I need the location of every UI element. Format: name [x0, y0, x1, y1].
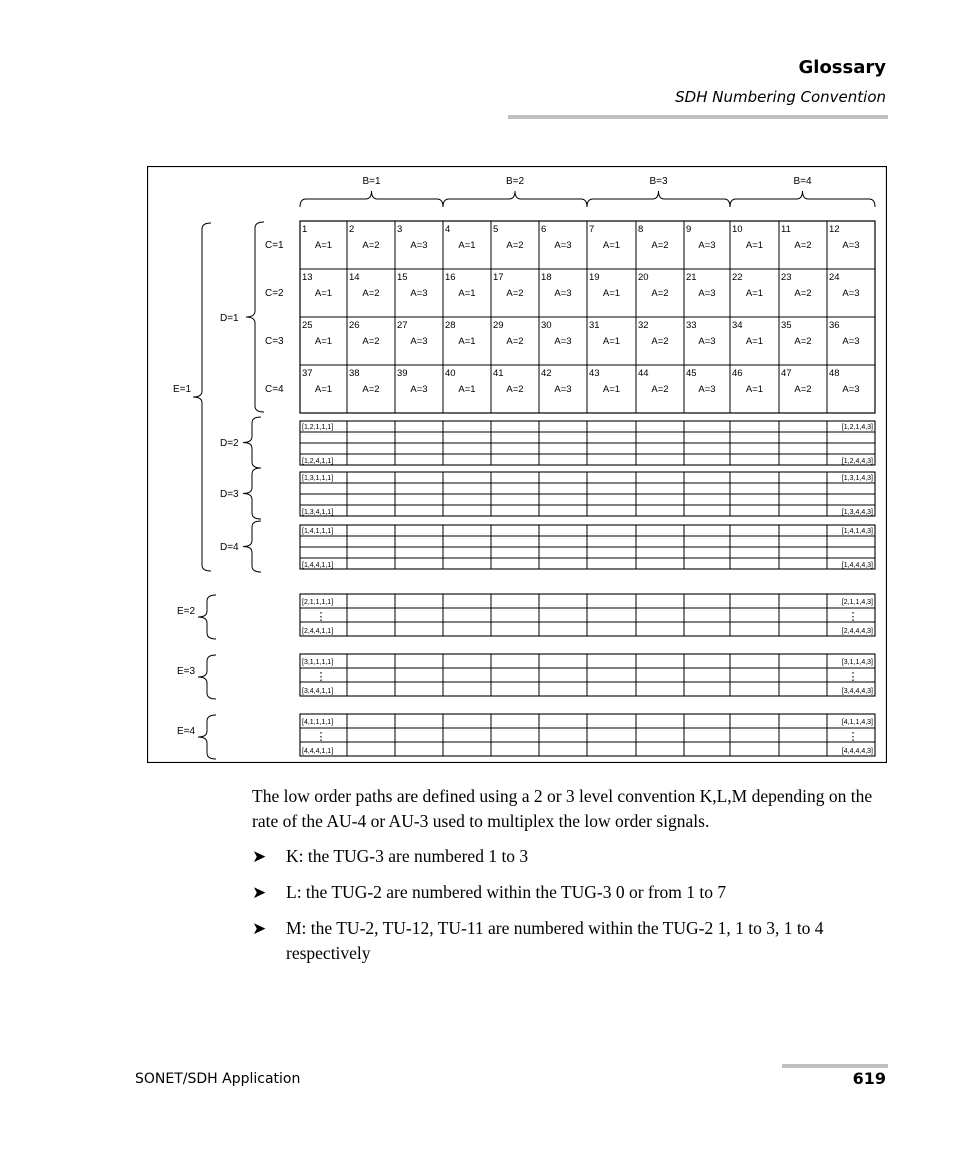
cell-number: 3 — [397, 224, 403, 235]
b-label: B=3 — [649, 176, 668, 187]
cell-a-value: A=3 — [698, 240, 716, 251]
cell-number: 5 — [493, 224, 499, 235]
e-brace — [198, 715, 216, 759]
cell-number: 13 — [302, 272, 313, 283]
cell-a-value: A=2 — [794, 384, 812, 395]
cell-a-value: A=3 — [554, 288, 572, 299]
tributary-label: [3,4,4,4,3] — [841, 688, 873, 695]
cell-number: 38 — [349, 368, 360, 379]
cell-number: 46 — [732, 368, 743, 379]
cell-number: 17 — [493, 272, 504, 283]
tributary-label: [3,1,1,1,1] — [302, 659, 334, 666]
cell-number: 15 — [397, 272, 408, 283]
c-label: C=3 — [265, 336, 284, 347]
cell-a-value: A=3 — [410, 336, 428, 347]
cell-number: 12 — [829, 224, 840, 235]
cell-number: 44 — [638, 368, 649, 379]
bullet-text: L: the TUG-2 are numbered within the TUG-3 0 or from 1 to 7 — [286, 882, 727, 902]
cell-number: 26 — [349, 320, 360, 331]
cell-a-value: A=3 — [554, 240, 572, 251]
cell-number: 24 — [829, 272, 840, 283]
section-title: Glossary — [798, 57, 886, 78]
cell-a-value: A=1 — [745, 384, 764, 395]
cell-a-value: A=2 — [651, 384, 669, 395]
vdots: ⋮ — [315, 671, 327, 683]
e-brace — [198, 655, 216, 699]
bullet-item — [252, 916, 892, 966]
cell-number: 20 — [638, 272, 649, 283]
cell-a-value: A=2 — [506, 336, 524, 347]
tributary-label: [1,2,1,4,3] — [841, 424, 873, 431]
cell-a-value: A=1 — [745, 336, 764, 347]
c-brace — [246, 222, 264, 412]
b-brace — [443, 191, 587, 207]
tributary-label: [1,2,1,1,1] — [302, 424, 334, 431]
cell-number: 16 — [445, 272, 456, 283]
tributary-label: [1,4,1,1,1] — [302, 528, 334, 535]
b-brace — [730, 191, 875, 207]
tributary-label: [4,1,1,4,3] — [841, 719, 873, 726]
b-brace — [587, 191, 730, 207]
cell-a-value: A=2 — [362, 384, 380, 395]
cell-number: 11 — [781, 224, 791, 235]
tributary-label: [1,3,1,4,3] — [841, 475, 873, 482]
cell-number: 27 — [397, 320, 408, 331]
cell-a-value: A=2 — [362, 288, 380, 299]
cell-number: 10 — [732, 224, 743, 235]
cell-a-value: A=2 — [794, 240, 812, 251]
bullet-arrow-icon: ➤ — [252, 883, 267, 902]
d-label: D=2 — [220, 438, 239, 449]
cell-number: 42 — [541, 368, 552, 379]
bullet-text: K: the TUG-3 are numbered 1 to 3 — [286, 846, 529, 866]
footer-title: SONET/SDH Application — [135, 1071, 301, 1087]
tributary-label: [4,4,4,1,1] — [302, 748, 334, 755]
tributary-label: [2,4,4,1,1] — [302, 628, 334, 635]
bullet-text: M: the TU-2, TU-12, TU-11 are numbered within the TUG-2 1, 1 to 3, 1 to 4 respectively — [286, 918, 824, 963]
cell-a-value: A=1 — [602, 336, 621, 347]
d-label: D=3 — [220, 489, 239, 500]
cell-number: 21 — [686, 272, 697, 283]
cell-number: 33 — [686, 320, 697, 331]
b-label: B=2 — [505, 176, 525, 187]
cell-a-value: A=1 — [458, 240, 476, 251]
cell-number: 19 — [589, 272, 600, 283]
cell-number: 2 — [349, 224, 355, 235]
e-label: E=3 — [177, 666, 196, 677]
cell-a-value: A=1 — [745, 288, 764, 299]
cell-a-value: A=3 — [554, 384, 572, 395]
tributary-label: [3,1,1,4,3] — [841, 659, 873, 666]
e-label: E=4 — [177, 726, 196, 737]
cell-number: 41 — [493, 368, 504, 379]
cell-number: 34 — [732, 320, 743, 331]
e-brace — [193, 223, 211, 571]
tributary-label: [2,1,1,4,3] — [841, 599, 873, 606]
cell-number: 28 — [445, 320, 456, 331]
tributary-label: [4,1,1,1,1] — [302, 719, 334, 726]
tributary-label: [1,3,4,4,3] — [841, 509, 873, 516]
cell-number: 14 — [349, 272, 360, 283]
cell-a-value: A=1 — [314, 384, 333, 395]
bullet-item — [252, 844, 892, 869]
cell-number: 9 — [686, 224, 692, 235]
cell-number: 6 — [541, 224, 547, 235]
cell-number: 32 — [638, 320, 649, 331]
cell-a-value: A=1 — [602, 240, 621, 251]
b-label: B=1 — [362, 176, 381, 187]
body-text — [252, 784, 892, 977]
cell-number: 39 — [397, 368, 408, 379]
vdots: ⋮ — [315, 731, 327, 743]
cell-a-value: A=3 — [842, 336, 860, 347]
section-subtitle: SDH Numbering Convention — [675, 88, 886, 106]
tributary-label: [1,4,4,1,1] — [302, 562, 334, 569]
header-rule — [508, 115, 888, 119]
cell-number: 31 — [589, 320, 600, 331]
cell-a-value: A=3 — [842, 384, 860, 395]
tributary-label: [3,4,4,1,1] — [302, 688, 334, 695]
cell-a-value: A=1 — [458, 336, 476, 347]
e-brace — [198, 595, 216, 639]
tributary-label: [1,3,1,1,1] — [302, 475, 334, 482]
d-label: D=1 — [220, 313, 239, 324]
intro-paragraph: The low order paths are defined using a 2 or 3 level convention K,L,M depending on the rate of the AU-4 or AU-3 used to multiplex the low order signals. — [252, 786, 873, 831]
b-label: B=4 — [793, 176, 812, 187]
cell-number: 48 — [829, 368, 840, 379]
cell-number: 40 — [445, 368, 456, 379]
cell-a-value: A=2 — [362, 240, 380, 251]
d-brace — [243, 417, 261, 468]
vdots: ⋮ — [847, 671, 859, 683]
cell-a-value: A=3 — [698, 384, 716, 395]
cell-a-value: A=2 — [794, 336, 812, 347]
cell-number: 4 — [445, 224, 451, 235]
cell-a-value: A=1 — [314, 336, 333, 347]
cell-number: 8 — [638, 224, 644, 235]
tributary-label: [1,2,4,1,1] — [302, 458, 334, 465]
bullet-item — [252, 880, 892, 905]
cell-a-value: A=1 — [314, 240, 333, 251]
cell-a-value: A=3 — [698, 336, 716, 347]
cell-a-value: A=2 — [651, 240, 669, 251]
cell-number: 23 — [781, 272, 792, 283]
cell-number: 47 — [781, 368, 792, 379]
vdots: ⋮ — [847, 611, 859, 623]
cell-number: 45 — [686, 368, 697, 379]
cell-number: 25 — [302, 320, 313, 331]
cell-a-value: A=3 — [842, 240, 860, 251]
tributary-label: [1,2,4,4,3] — [841, 458, 873, 465]
b-brace — [300, 191, 443, 207]
e-label: E=2 — [177, 606, 196, 617]
cell-a-value: A=1 — [602, 384, 621, 395]
tributary-label: [1,4,1,4,3] — [841, 528, 873, 535]
d-brace — [243, 521, 261, 572]
d-label: D=4 — [220, 542, 239, 553]
cell-a-value: A=1 — [458, 384, 476, 395]
tributary-label: [4,4,4,4,3] — [841, 748, 873, 755]
cell-a-value: A=3 — [410, 384, 428, 395]
cell-a-value: A=2 — [651, 336, 669, 347]
cell-a-value: A=3 — [410, 240, 428, 251]
tributary-label: [1,3,4,1,1] — [302, 509, 334, 516]
cell-a-value: A=1 — [314, 288, 333, 299]
tributary-label: [1,4,4,4,3] — [841, 562, 873, 569]
cell-number: 29 — [493, 320, 504, 331]
cell-number: 22 — [732, 272, 743, 283]
cell-number: 1 — [302, 224, 308, 235]
tributary-label: [2,1,1,1,1] — [302, 599, 334, 606]
cell-a-value: A=3 — [410, 288, 428, 299]
footer-rule — [782, 1064, 888, 1068]
cell-number: 37 — [302, 368, 313, 379]
cell-a-value: A=2 — [506, 240, 524, 251]
c-label: C=4 — [265, 384, 284, 395]
cell-a-value: A=3 — [698, 288, 716, 299]
vdots: ⋮ — [847, 731, 859, 743]
cell-a-value: A=2 — [506, 288, 524, 299]
cell-number: 18 — [541, 272, 552, 283]
bullet-arrow-icon: ➤ — [252, 919, 267, 938]
bullet-arrow-icon: ➤ — [252, 847, 267, 866]
cell-a-value: A=2 — [651, 288, 669, 299]
cell-a-value: A=1 — [602, 288, 621, 299]
tributary-label: [2,4,4,4,3] — [841, 628, 873, 635]
cell-number: 36 — [829, 320, 840, 331]
cell-number: 7 — [589, 224, 595, 235]
page-number: 619 — [852, 1069, 886, 1088]
vdots: ⋮ — [315, 611, 327, 623]
cell-a-value: A=3 — [554, 336, 572, 347]
sdh-numbering-diagram — [147, 166, 887, 763]
cell-number: 30 — [541, 320, 552, 331]
e-label: E=1 — [173, 384, 192, 395]
cell-a-value: A=1 — [458, 288, 476, 299]
c-label: C=1 — [265, 240, 284, 251]
c-label: C=2 — [265, 288, 284, 299]
cell-a-value: A=2 — [794, 288, 812, 299]
cell-a-value: A=2 — [506, 384, 524, 395]
cell-number: 35 — [781, 320, 792, 331]
cell-a-value: A=1 — [745, 240, 764, 251]
cell-a-value: A=3 — [842, 288, 860, 299]
cell-number: 43 — [589, 368, 600, 379]
d-brace — [243, 468, 261, 519]
cell-a-value: A=2 — [362, 336, 380, 347]
